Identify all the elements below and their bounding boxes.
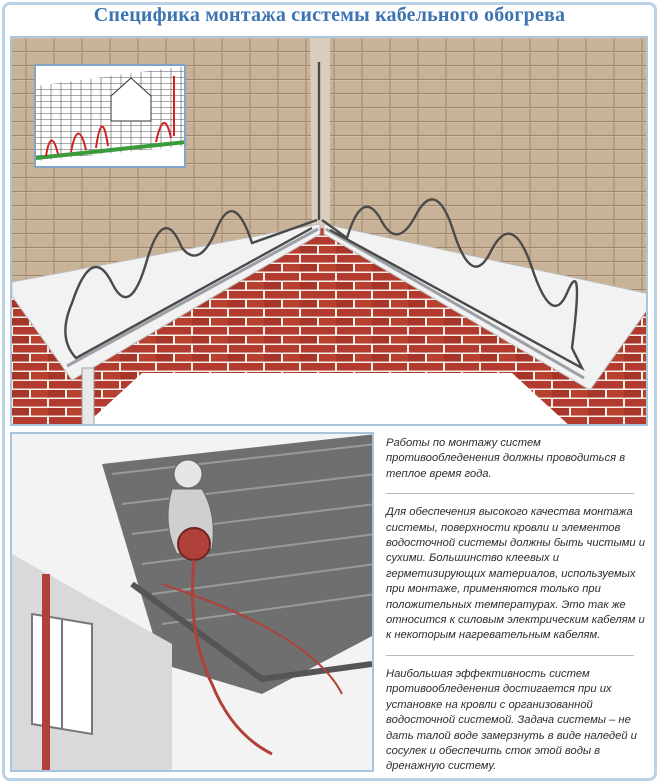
inset-roof-diagram xyxy=(34,64,186,168)
worker-installing-cable-illustration xyxy=(12,434,374,772)
divider xyxy=(386,655,634,656)
paragraph-system-efficiency: Наибольшая эффективность систем противообледенения достигается при их установке на кровли с организованной водосточной системой. Задача системы – не дать талой воде замерзнуть в виде наледей и сосулек и обеспечить сток этой воды в дренажную систему. xyxy=(386,667,637,773)
installer-illustration xyxy=(10,432,374,772)
page-title: Специфика монтажа системы кабельного обогрева xyxy=(93,4,566,26)
divider xyxy=(386,493,634,494)
text-column xyxy=(386,436,648,775)
paragraph-seasonal: Работы по монтажу систем противообледенения должны проводиться в теплое время года. xyxy=(386,437,626,480)
roof-schematic-diagram xyxy=(36,66,186,168)
roof-illustration xyxy=(10,36,648,426)
paragraph-surface-preparation: Для обеспечения высокого качества монтажа системы, поверхности кровли и элементов водосточной системы должны быть чистыми и сухими. Большинство клеевых и герметизирующих материалов, используемых при монтаже, применяются только при положительных температурах. Это так же относится к силовым электрическим кабелям и к некоторым нагревательным кабелям. xyxy=(386,506,645,642)
